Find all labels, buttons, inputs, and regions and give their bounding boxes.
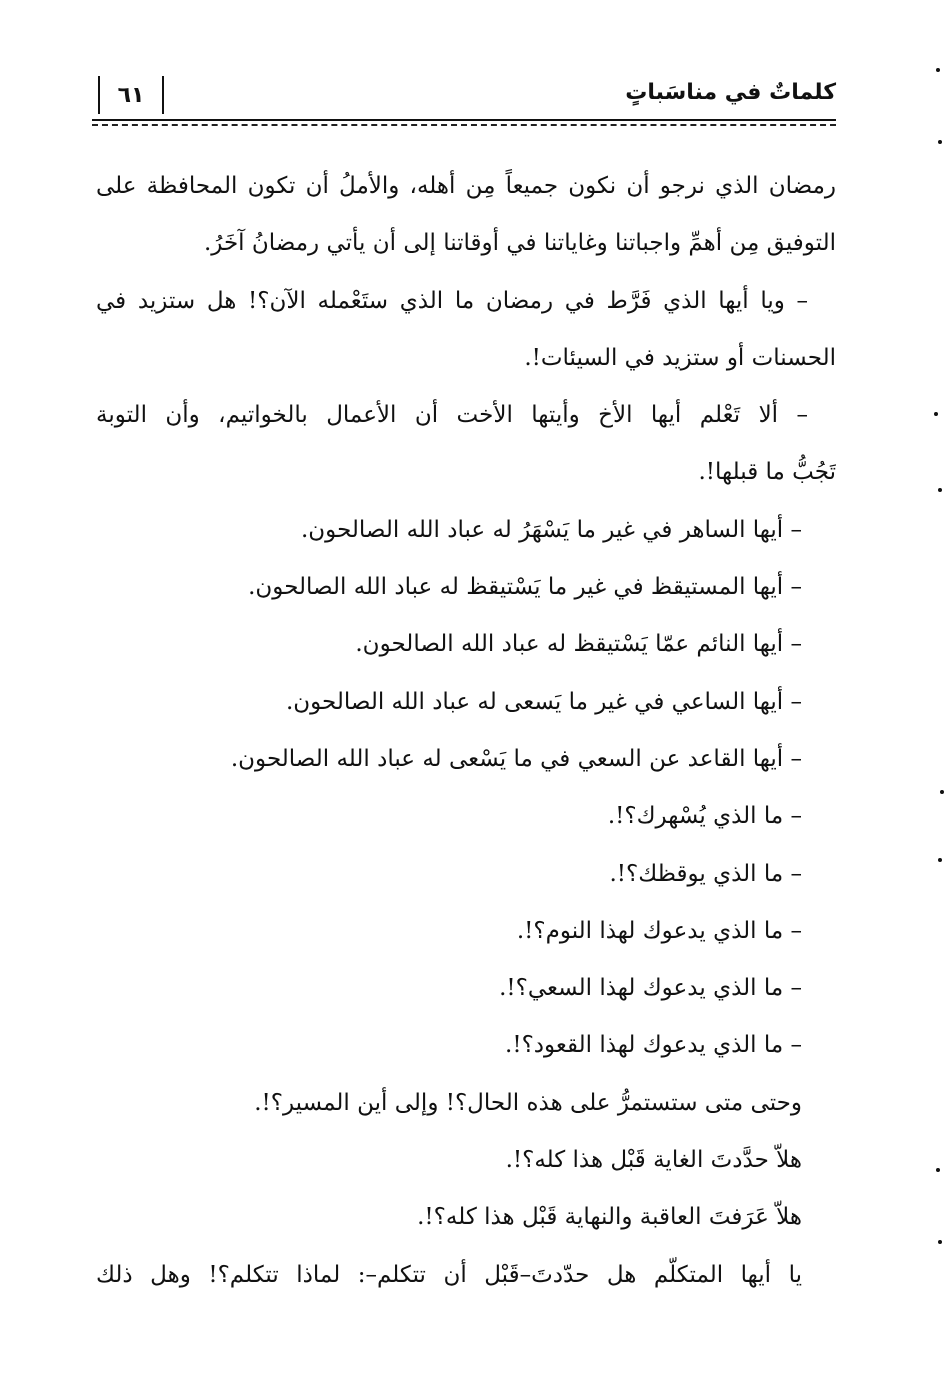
text-line: وحتى متى ستستمرُّ على هذه الحال؟! وإلى أين المسير؟!. xyxy=(254,1089,802,1116)
page-number: ٦١ xyxy=(117,82,145,108)
text-line: هلاّ حدَّدتَ الغاية قَبْل هذا كله؟!. xyxy=(505,1147,802,1174)
book-title: كلماتٌ في مناسَباتٍ xyxy=(625,80,836,105)
scan-speck xyxy=(938,1240,942,1244)
text-line: – أيها الساعي في غير ما يَسعى له عباد الله الصالحون. xyxy=(285,688,802,715)
text-line: – ما الذي يدعوك لهذا النوم؟!. xyxy=(516,917,802,944)
page-number-box xyxy=(98,76,164,114)
text-line: – ما الذي يدعوك لهذا القعود؟!. xyxy=(505,1032,802,1059)
header-rule xyxy=(92,119,836,121)
scan-speck xyxy=(936,1168,940,1172)
text-line: الحسنات أو ستزيد في السيئات!. xyxy=(524,344,836,371)
scan-speck xyxy=(938,140,942,144)
text-line: التوفيق مِن أهمِّ واجباتنا وغاياتنا في أوقاتنا إلى أن يأتي رمضانُ آخَرُ. xyxy=(203,230,836,257)
text-line: يا أيها المتكلّم هل حدّدتَ–قَبْل أن تتكلم–: لماذا تتكلم؟! وهل ذلك xyxy=(96,1261,802,1288)
text-line: – أيها الساهر في غير ما يَسْهَرُ له عباد الله الصالحون. xyxy=(300,516,802,543)
text-line: هلاّ عَرَفتَ العاقبة والنهاية قَبْل هذا كله؟!. xyxy=(417,1204,802,1231)
text-line: – ويا أيها الذي فَرَّط في رمضان ما الذي ستَعْمله الآن؟! هل ستزيد في xyxy=(96,287,808,314)
text-line: – أيها القاعد عن السعي في ما يَسْعى له عباد الله الصالحون. xyxy=(230,745,802,772)
text-line: تَجُبُّ ما قبلها!. xyxy=(698,459,836,486)
page-header xyxy=(92,76,836,120)
text-line: – ألا تَعْلم أيها الأخ وأيتها الأخت أن الأعمال بالخواتيم، وأن التوبة xyxy=(96,402,808,429)
text-line: – ما الذي يوقظك؟!. xyxy=(609,860,802,887)
text-line: – ما الذي يدعوك لهذا السعي؟!. xyxy=(499,975,802,1002)
scan-speck xyxy=(934,412,938,416)
text-line: رمضان الذي نرجو أن نكون جميعاً مِن أهله، والأملُ أن تكون المحافظة على xyxy=(96,173,836,199)
body-text xyxy=(96,158,836,1304)
scan-speck xyxy=(940,790,944,794)
text-line: – أيها المستيقظ في غير ما يَسْتيقظ له عباد الله الصالحون. xyxy=(248,574,802,601)
header-rule-dashed xyxy=(92,124,836,126)
scan-speck xyxy=(938,488,942,492)
text-line: – ما الذي يُسْهرك؟!. xyxy=(607,803,802,830)
scan-speck xyxy=(936,68,940,72)
text-line: – أيها النائم عمّا يَسْتيقظ له عباد الله الصالحون. xyxy=(355,631,802,658)
scan-speck xyxy=(938,858,942,862)
